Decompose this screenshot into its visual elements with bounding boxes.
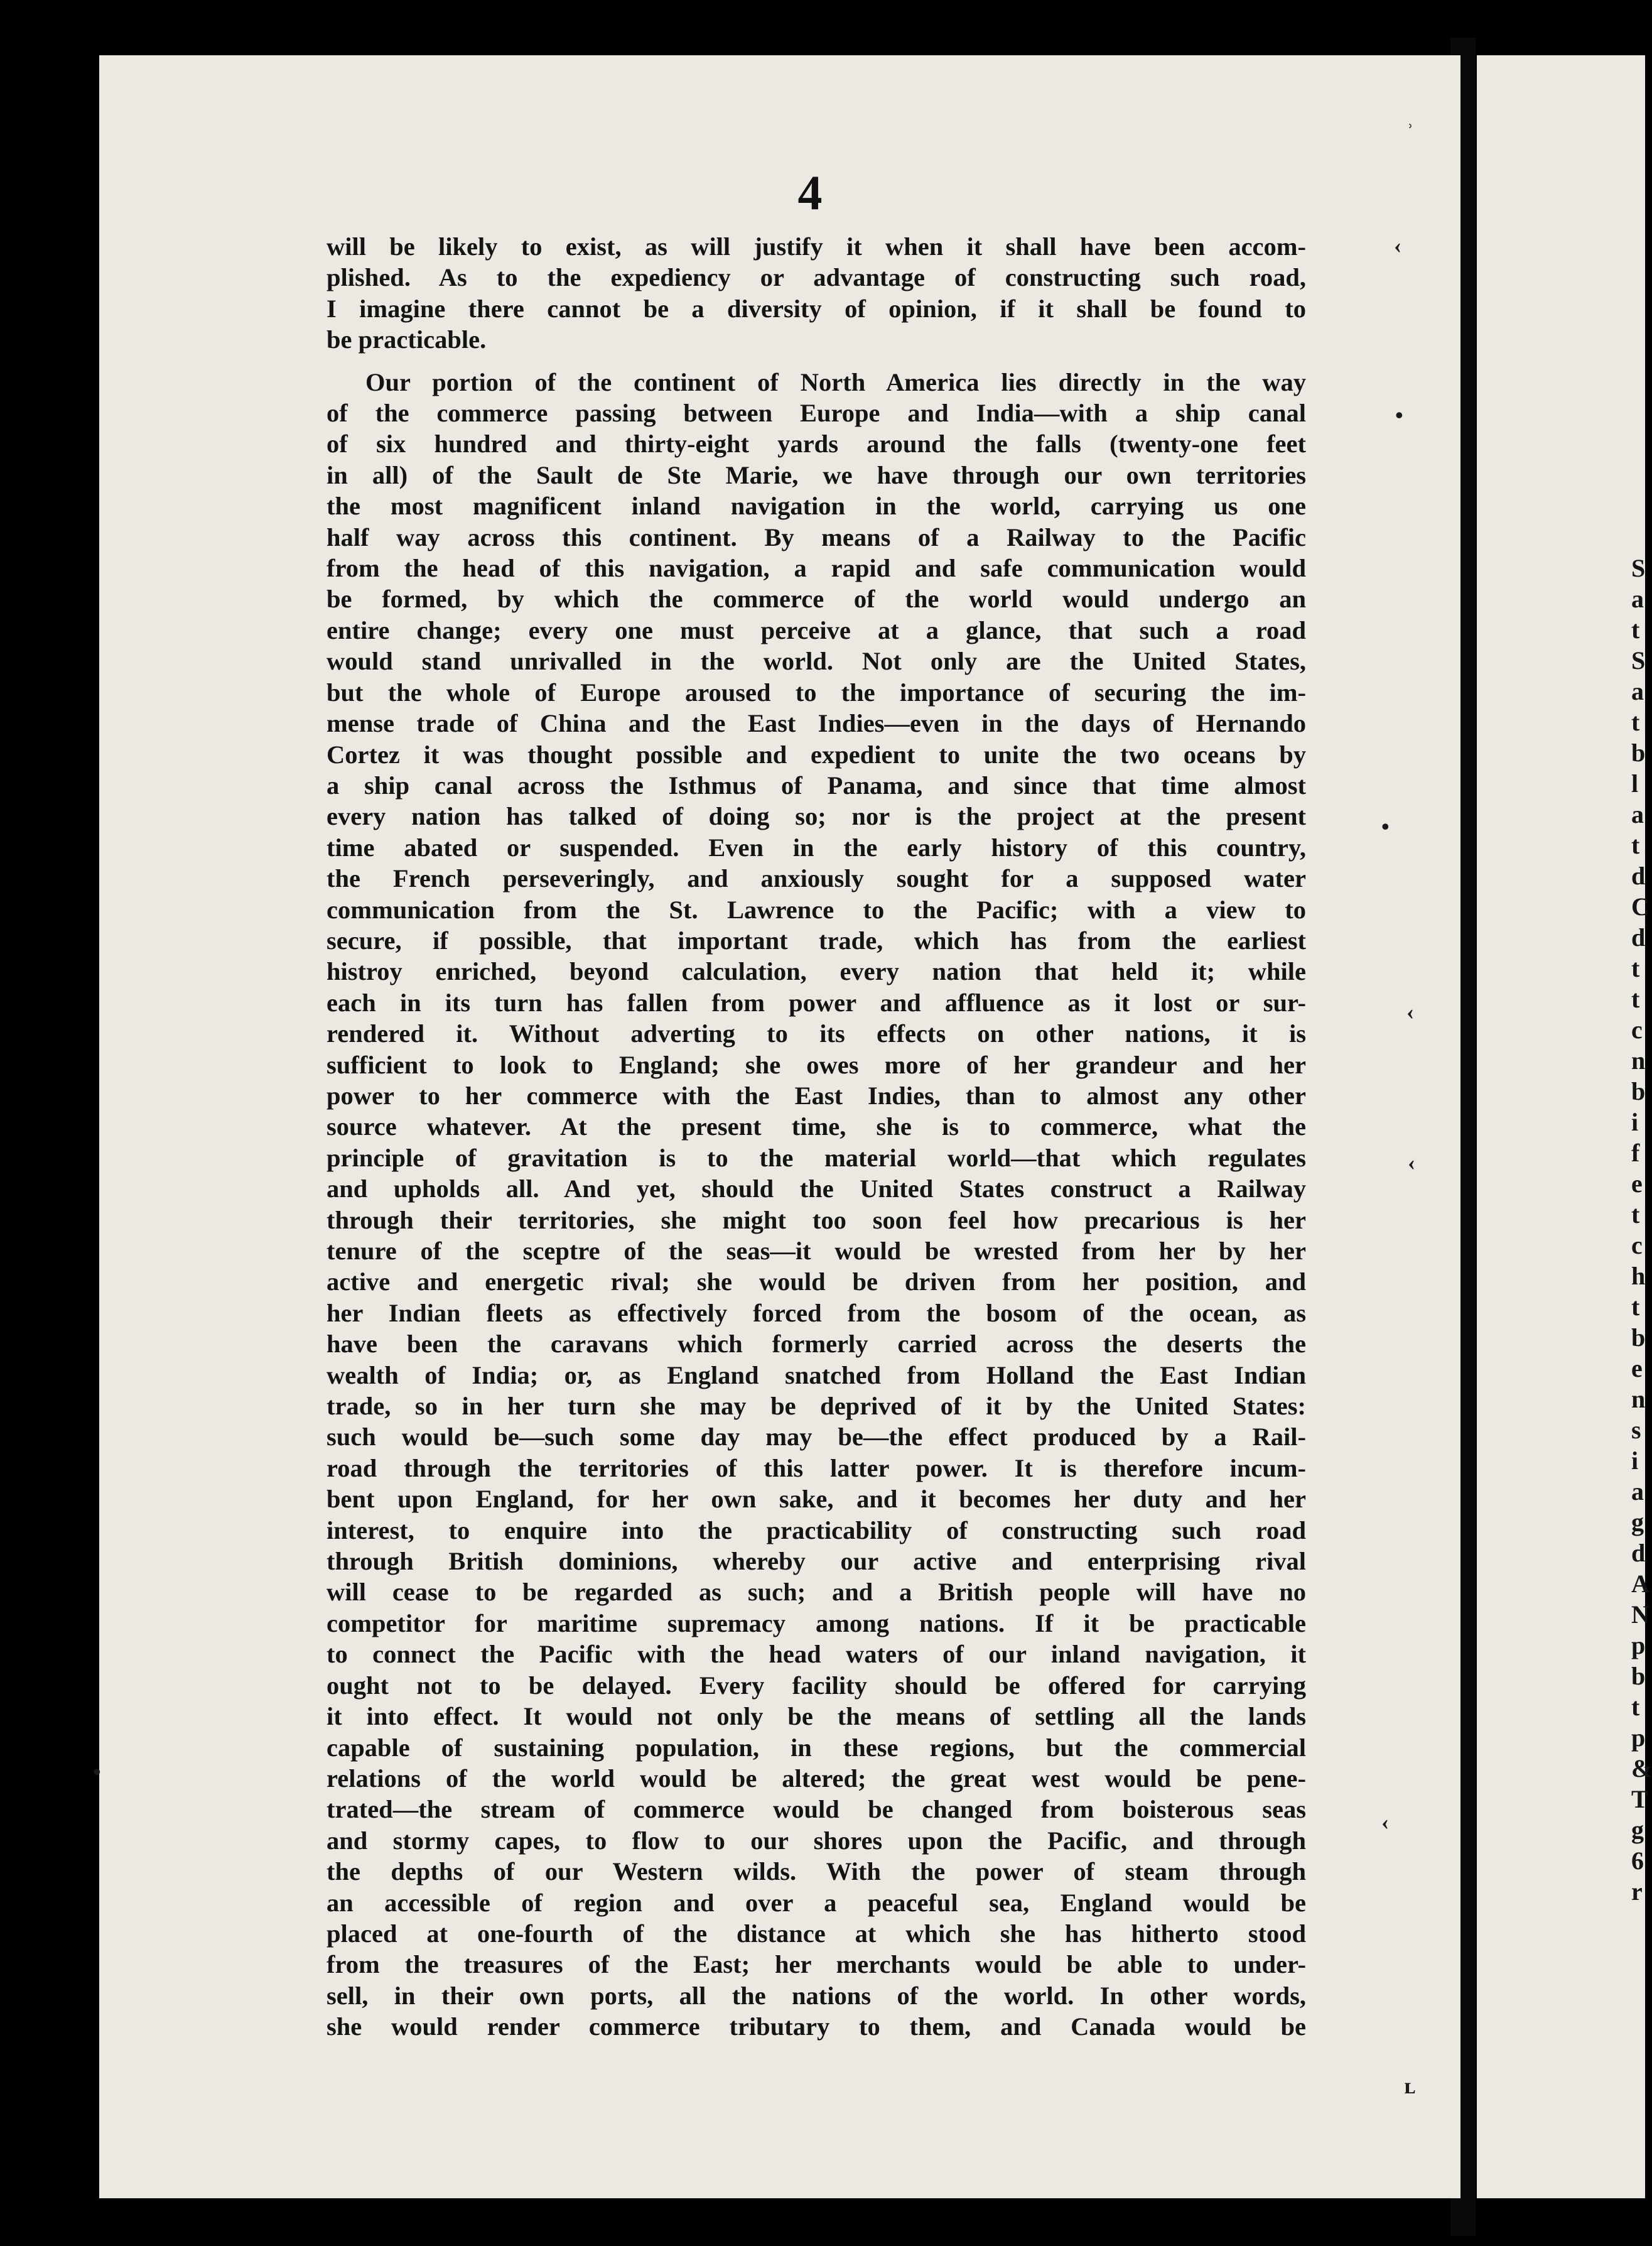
- fragment: p: [1631, 1631, 1646, 1659]
- text-line: the depths of our Western wilds. With the power of steam through: [327, 1857, 1306, 1886]
- text-line: to connect the Pacific with the head waters of our inland navigation, it: [327, 1640, 1306, 1669]
- text-line: communication from the St. Lawrence to the Pacific; with a view to: [327, 895, 1306, 924]
- text-line: through their territories, she might too soon feel how precarious is her: [327, 1205, 1306, 1234]
- text-line: time abated or suspended. Even in the early history of this country,: [327, 833, 1306, 862]
- scan-speck: ‹: [1394, 233, 1401, 258]
- text-line: wealth of India; or, as England snatched from Holland the East Indian: [327, 1360, 1306, 1389]
- text-line: secure, if possible, that important trade, which has from the earliest: [327, 926, 1306, 955]
- fragment: 6: [1631, 1847, 1644, 1875]
- text-line: be formed, by which the commerce of the world would undergo an: [327, 585, 1306, 614]
- fragment: i: [1631, 1446, 1639, 1475]
- fragment: c: [1631, 1231, 1643, 1259]
- text-line: but the whole of Europe aroused to the importance of securing the im-: [327, 678, 1306, 707]
- scan-speck: ʟ: [1404, 2073, 1416, 2098]
- fragment: &: [1631, 1754, 1652, 1782]
- text-line: an accessible of region and over a peaceful sea, England would be: [327, 1888, 1306, 1917]
- fragment: p: [1631, 1723, 1646, 1752]
- text-line: in all) of the Sault de Ste Marie, we have through our own territories: [327, 460, 1306, 489]
- fragment: t: [1631, 985, 1640, 1013]
- text-line: tenure of the sceptre of the seas—it would be wrested from her by her: [327, 1237, 1306, 1265]
- fragment: r: [1631, 1877, 1643, 1906]
- body-text: [327, 231, 1306, 2043]
- text-line: have been the caravans which formerly carried across the deserts the: [327, 1330, 1306, 1359]
- text-line: be practicable.: [327, 325, 487, 354]
- scan-speck: ‹: [1406, 999, 1414, 1024]
- facing-page-fragments: [1631, 553, 1652, 1907]
- text-line: the most magnificent inland navigation in the world, carrying us one: [327, 492, 1306, 521]
- fragment: t: [1631, 1200, 1640, 1229]
- text-line: it into effect. It would not only be the means of settling all the lands: [327, 1702, 1306, 1731]
- scan-speck: •: [93, 1759, 101, 1784]
- text-line: half way across this continent. By means of a Railway to the Pacific: [327, 523, 1306, 551]
- text-line: sufficient to look to England; she owes more of her grandeur and her: [327, 1050, 1306, 1079]
- text-line: from the treasures of the East; her merchants would be able to under-: [327, 1950, 1306, 1979]
- fragment: d: [1631, 862, 1646, 890]
- text-line: plished. As to the expediency or advantage of constructing such road,: [327, 263, 1306, 292]
- text-line: interest, to enquire into the practicability of constructing such road: [327, 1516, 1306, 1544]
- text-line: bent upon England, for her own sake, and it becomes her duty and her: [327, 1485, 1306, 1514]
- fragment: f: [1631, 1139, 1640, 1167]
- fragment: g: [1631, 1816, 1644, 1844]
- fragment: n: [1631, 1385, 1646, 1413]
- fragment: S: [1631, 646, 1646, 675]
- scan-speck: ‹: [1408, 1150, 1415, 1175]
- scan-speck: •: [1381, 814, 1390, 839]
- text-line: such would be—such some day may be—the effect produced by a Rail-: [327, 1423, 1306, 1451]
- text-line: rendered it. Without adverting to its effects on other nations, it is: [327, 1019, 1306, 1048]
- fragment: l: [1631, 769, 1639, 798]
- fragment: C: [1631, 892, 1649, 921]
- fragment: s: [1631, 1416, 1641, 1444]
- scan-speck: ‹: [1381, 1809, 1389, 1835]
- text-line: every nation has talked of doing so; nor is the project at the present: [327, 802, 1306, 831]
- text-line: from the head of this navigation, a rapid and safe communication would: [327, 554, 1306, 583]
- text-line: would stand unrivalled in the world. Not only are the United States,: [327, 647, 1306, 676]
- fragment: e: [1631, 1169, 1643, 1198]
- fragment: T: [1631, 1785, 1648, 1813]
- text-line: I imagine there cannot be a diversity of opinion, if it shall be found to: [327, 294, 1306, 323]
- text-line: trade, so in her turn she may be deprived of it by the United States:: [327, 1392, 1306, 1421]
- text-line: will be likely to exist, as will justify it when it shall have been accom-: [327, 232, 1306, 261]
- fragment: N: [1631, 1600, 1649, 1629]
- fragment: t: [1631, 954, 1640, 982]
- text-line: the French perseveringly, and anxiously sought for a supposed water: [327, 864, 1306, 893]
- fragment: b: [1631, 1323, 1646, 1352]
- text-line: ought not to be delayed. Every facility should be offered for carrying: [327, 1671, 1306, 1700]
- text-line: she would render commerce tributary to them, and Canada would be: [327, 2012, 1306, 2041]
- scan-speck: ʾ: [1406, 120, 1414, 145]
- text-line: will cease to be regarded as such; and a British people will have no: [327, 1578, 1306, 1607]
- fragment: d: [1631, 923, 1646, 952]
- text-line: Cortez it was thought possible and expedient to unite the two oceans by: [327, 740, 1306, 769]
- text-line: of six hundred and thirty-eight yards around the falls (twenty-one feet: [327, 430, 1306, 458]
- text-line: each in its turn has fallen from power and affluence as it lost or sur-: [327, 988, 1306, 1017]
- text-line: trated—the stream of commerce would be changed from boisterous seas: [327, 1795, 1306, 1824]
- fragment: t: [1631, 708, 1640, 736]
- fragment: a: [1631, 1477, 1644, 1505]
- page-number: 4: [797, 165, 823, 220]
- text-line: Our portion of the continent of North America lies directly in the way: [365, 367, 1306, 396]
- text-line: her Indian fleets as effectively forced from the bosom of the ocean, as: [327, 1298, 1306, 1327]
- text-line: and stormy capes, to flow to our shores upon the Pacific, and through: [327, 1826, 1306, 1855]
- fragment: b: [1631, 739, 1646, 767]
- fragment: a: [1631, 585, 1644, 613]
- text-line: of the commerce passing between Europe and India—with a ship canal: [327, 399, 1306, 428]
- fragment: b: [1631, 1662, 1646, 1690]
- fragment: t: [1631, 831, 1640, 859]
- text-line: road through the territories of this latter power. It is therefore incum-: [327, 1453, 1306, 1482]
- fragment: t: [1631, 1693, 1640, 1721]
- fragment: S: [1631, 554, 1646, 582]
- text-line: a ship canal across the Isthmus of Panama, and since that time almost: [327, 771, 1306, 800]
- fragment: d: [1631, 1539, 1646, 1567]
- fragment: b: [1631, 1077, 1646, 1105]
- fragment: a: [1631, 800, 1644, 828]
- fragment: t: [1631, 616, 1640, 644]
- text-line: placed at one-fourth of the distance at which she has hitherto stood: [327, 1919, 1306, 1948]
- text-line: power to her commerce with the East Indies, than to almost any other: [327, 1081, 1306, 1110]
- fragment: g: [1631, 1508, 1644, 1536]
- text-line: relations of the world would be altered; the great west would be pene-: [327, 1764, 1306, 1793]
- fragment: n: [1631, 1046, 1646, 1075]
- right-page-edge: [1477, 55, 1652, 2198]
- fragment: a: [1631, 677, 1644, 705]
- fragment: h: [1631, 1262, 1646, 1290]
- text-line: principle of gravitation is to the material world—that which regulates: [327, 1143, 1306, 1172]
- text-line: competitor for maritime supremacy among nations. If it be practicable: [327, 1609, 1306, 1637]
- text-line: entire change; every one must perceive at a glance, that such a road: [327, 616, 1306, 644]
- fragment: e: [1631, 1354, 1643, 1382]
- text-line: histroy enriched, beyond calculation, every nation that held it; while: [327, 957, 1306, 986]
- scan-speck: •: [1395, 403, 1403, 428]
- text-line: active and energetic rival; she would be driven from her position, and: [327, 1267, 1306, 1296]
- text-line: and upholds all. And yet, should the United States construct a Railway: [327, 1175, 1306, 1203]
- text-line: mense trade of China and the East Indies—even in the days of Hernando: [327, 709, 1306, 738]
- fragment: A: [1631, 1570, 1649, 1598]
- text-line: capable of sustaining population, in these regions, but the commercial: [327, 1733, 1306, 1762]
- text-line: through British dominions, whereby our active and enterprising rival: [327, 1547, 1306, 1576]
- text-line: sell, in their own ports, all the nations of the world. In other words,: [327, 1981, 1306, 2010]
- fragment: t: [1631, 1293, 1640, 1321]
- fragment: c: [1631, 1016, 1643, 1044]
- text-line: source whatever. At the present time, she is to commerce, what the: [327, 1112, 1306, 1141]
- fragment: i: [1631, 1108, 1639, 1136]
